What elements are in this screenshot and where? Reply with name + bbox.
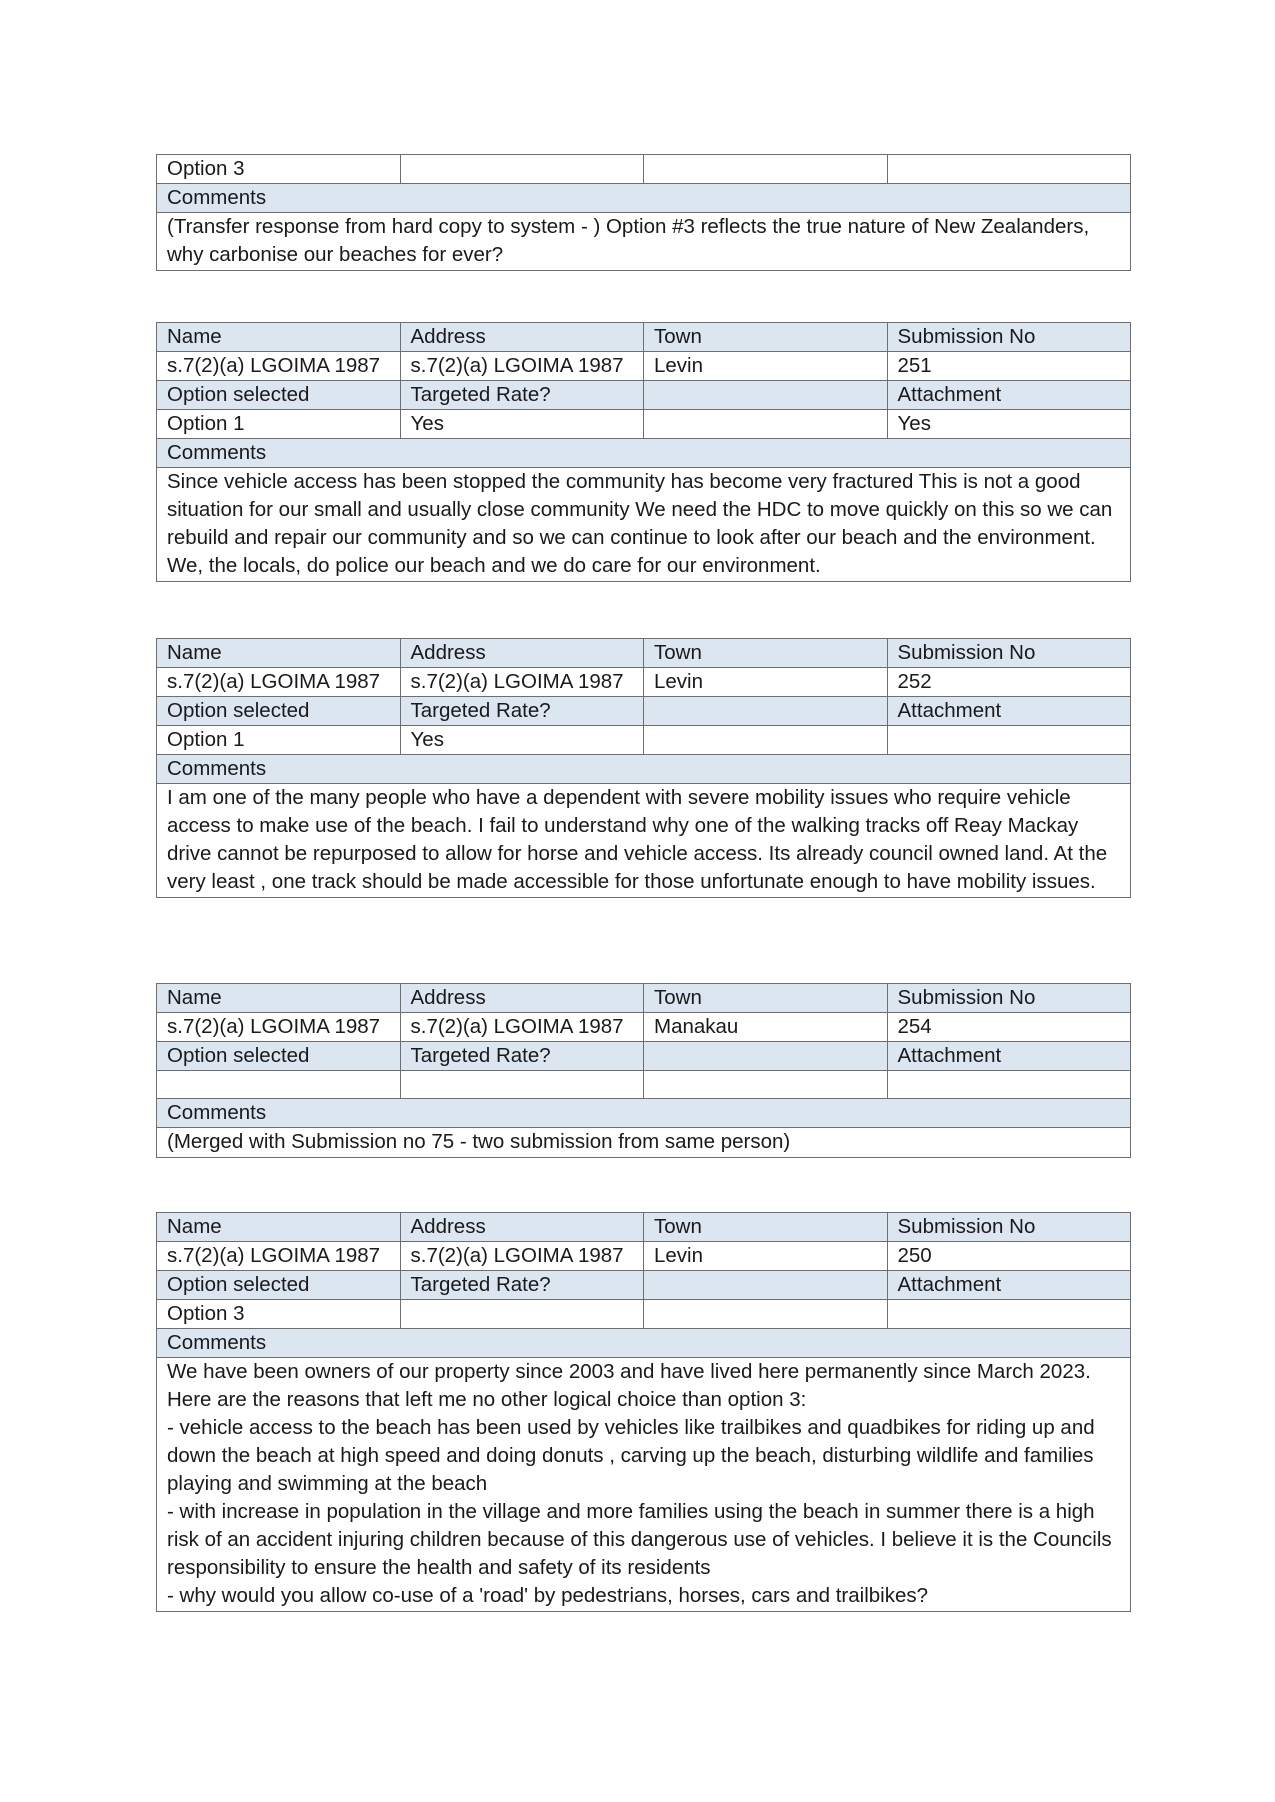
targeted-rate-label: Targeted Rate?	[400, 381, 644, 410]
address-value: s.7(2)(a) LGOIMA 1987	[400, 668, 644, 697]
attachment-label: Attachment	[887, 1271, 1131, 1300]
town-value: Levin	[644, 668, 888, 697]
attachment-label: Attachment	[887, 1042, 1131, 1071]
comments-label: Comments	[157, 755, 1131, 784]
option-value: Option 3	[157, 155, 401, 184]
option-selected-label: Option selected	[157, 1271, 401, 1300]
name-value: s.7(2)(a) LGOIMA 1987	[157, 668, 401, 697]
option-value: Option 3	[157, 1300, 401, 1329]
option-selected-label: Option selected	[157, 381, 401, 410]
submission-no-value: 252	[887, 668, 1131, 697]
option-value: Option 1	[157, 410, 401, 439]
submission-no-label: Submission No	[887, 984, 1131, 1013]
submission-no-value: 250	[887, 1242, 1131, 1271]
comments-label: Comments	[157, 184, 1131, 213]
attachment-label: Attachment	[887, 697, 1131, 726]
town-label: Town	[644, 639, 888, 668]
targeted-rate-label: Targeted Rate?	[400, 1042, 644, 1071]
submission-no-value: 254	[887, 1013, 1131, 1042]
submission-no-value: 251	[887, 352, 1131, 381]
address-value: s.7(2)(a) LGOIMA 1987	[400, 352, 644, 381]
submission-table-254	[156, 983, 1131, 1158]
address-label: Address	[400, 984, 644, 1013]
targeted-rate-label: Targeted Rate?	[400, 1271, 644, 1300]
option-value	[157, 1071, 401, 1099]
submission-no-label: Submission No	[887, 639, 1131, 668]
targeted-rate-value: Yes	[400, 410, 644, 439]
comment-text: We have been owners of our property since 2003 and have lived here permanently since March 2023. Here are the reasons that left me no other logical choice than option 3: - vehicle access to the beach has been used by vehicles like trailbikes and quadbikes for riding up and down the beach at high speed and doing donuts , carving up the beach, disturbing wildlife and families playing and swimming at the beach - with increase in population in the village and more families using the beach in summer there is a high risk of an accident injuring children because of this dangerous use of vehicles. I believe it is the Councils responsibility to ensure the health and safety of its residents - why would you allow co-use of a 'road' by pedestrians, horses, cars and trailbikes?	[157, 1358, 1131, 1612]
comment-text: (Merged with Submission no 75 - two submission from same person)	[157, 1128, 1131, 1158]
town-label: Town	[644, 1213, 888, 1242]
name-value: s.7(2)(a) LGOIMA 1987	[157, 1242, 401, 1271]
attachment-value	[887, 1071, 1131, 1099]
submission-table-251	[156, 322, 1131, 582]
attachment-value	[887, 1300, 1131, 1329]
attachment-value: Yes	[887, 410, 1131, 439]
targeted-rate-value: Yes	[400, 726, 644, 755]
comments-label: Comments	[157, 1099, 1131, 1128]
attachment-value	[887, 726, 1131, 755]
town-value: Manakau	[644, 1013, 888, 1042]
submission-no-label: Submission No	[887, 1213, 1131, 1242]
address-label: Address	[400, 639, 644, 668]
town-label: Town	[644, 984, 888, 1013]
submission-table-250	[156, 1212, 1131, 1612]
targeted-rate-label: Targeted Rate?	[400, 697, 644, 726]
town-value: Levin	[644, 352, 888, 381]
comments-label: Comments	[157, 439, 1131, 468]
comment-text: (Transfer response from hard copy to system - ) Option #3 reflects the true nature of New Zealanders, why carbonise our beaches for ever?	[157, 213, 1131, 271]
targeted-rate-value	[400, 1300, 644, 1329]
town-label: Town	[644, 323, 888, 352]
address-label: Address	[400, 1213, 644, 1242]
address-label: Address	[400, 323, 644, 352]
targeted-rate-value	[400, 1071, 644, 1099]
comments-label: Comments	[157, 1329, 1131, 1358]
comment-text: I am one of the many people who have a dependent with severe mobility issues who require vehicle access to make use of the beach. I fail to understand why one of the walking tracks off Reay Mackay drive cannot be repurposed to allow for horse and vehicle access. Its already council owned land. At the very least , one track should be made accessible for those unfortunate enough to have mobility issues.	[157, 784, 1131, 898]
option-value: Option 1	[157, 726, 401, 755]
submission-no-label: Submission No	[887, 323, 1131, 352]
submission-table-252	[156, 638, 1131, 898]
name-label: Name	[157, 323, 401, 352]
town-value: Levin	[644, 1242, 888, 1271]
option-selected-label: Option selected	[157, 697, 401, 726]
name-label: Name	[157, 984, 401, 1013]
address-value: s.7(2)(a) LGOIMA 1987	[400, 1242, 644, 1271]
option-selected-label: Option selected	[157, 1042, 401, 1071]
name-label: Name	[157, 639, 401, 668]
address-value: s.7(2)(a) LGOIMA 1987	[400, 1013, 644, 1042]
comment-text: Since vehicle access has been stopped the community has become very fractured This is not a good situation for our small and usually close community We need the HDC to move quickly on this so we can rebuild and repair our community and so we can continue to look after our beach and the environment. We, the locals, do police our beach and we do care for our environment.	[157, 468, 1131, 582]
submission-table-partial	[156, 154, 1131, 271]
name-label: Name	[157, 1213, 401, 1242]
name-value: s.7(2)(a) LGOIMA 1987	[157, 352, 401, 381]
attachment-label: Attachment	[887, 381, 1131, 410]
name-value: s.7(2)(a) LGOIMA 1987	[157, 1013, 401, 1042]
